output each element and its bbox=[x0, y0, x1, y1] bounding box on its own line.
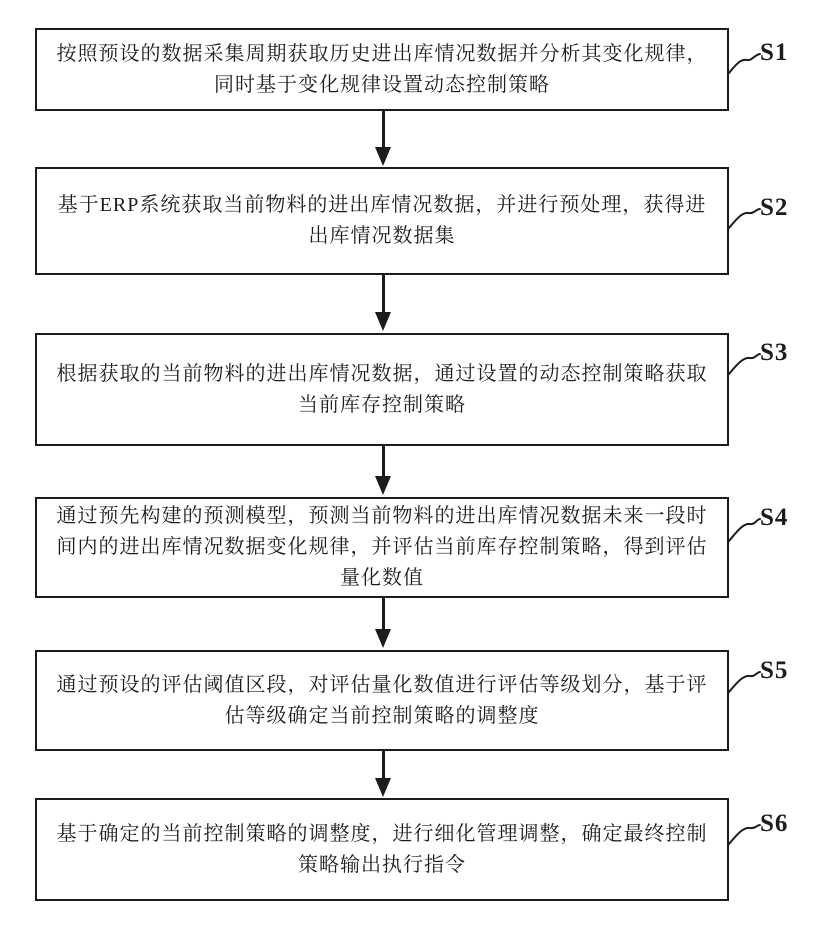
flow-step-text-s6: 基于确定的当前控制策略的调整度，进行细化管理调整，确定最终控制策略输出执行指令 bbox=[56, 822, 708, 876]
down-arrow-connector-2 bbox=[375, 275, 391, 331]
flow-step-box-s6 bbox=[35, 798, 729, 901]
arrow-stem bbox=[382, 275, 385, 312]
arrow-head-icon bbox=[375, 629, 391, 648]
down-arrow-connector-5 bbox=[375, 751, 391, 797]
arrow-head-icon bbox=[375, 476, 391, 495]
flow-step-text-s3: 根据获取的当前物料的进出库情况数据，通过设置的动态控制策略获取当前库存控制策略 bbox=[56, 362, 708, 416]
flow-step-text-s1: 按照预设的数据采集周期获取历史进出库情况数据并分析其变化规律，同时基于变化规律设置动态控制策略 bbox=[56, 42, 708, 96]
leader-line-s6 bbox=[729, 825, 760, 844]
leader-line-s1 bbox=[729, 54, 760, 73]
arrow-stem bbox=[382, 751, 385, 778]
arrow-head-icon bbox=[375, 778, 391, 797]
step-label-s3: S3 bbox=[760, 339, 789, 366]
flow-step-box-s5 bbox=[35, 650, 729, 751]
flow-step-box-s4 bbox=[35, 497, 729, 598]
down-arrow-connector-1 bbox=[375, 111, 391, 166]
leader-line-s2 bbox=[729, 209, 760, 228]
arrow-stem bbox=[382, 111, 385, 147]
flow-step-text-s4: 通过预先构建的预测模型，预测当前物料的进出库情况数据未来一段时间内的进出库情况数据变化规律，并评估当前库存控制策略，得到评估量化数值 bbox=[56, 505, 708, 589]
down-arrow-connector-4 bbox=[375, 598, 391, 648]
leader-line-s3 bbox=[729, 354, 760, 374]
flow-step-text-s2: 基于ERP系统获取当前物料的进出库情况数据，并进行预处理，获得进出库情况数据集 bbox=[57, 194, 707, 247]
arrow-head-icon bbox=[375, 312, 391, 331]
flow-step-box-s1 bbox=[35, 28, 729, 111]
leader-line-s5 bbox=[729, 672, 760, 692]
flow-step-box-s2 bbox=[35, 167, 729, 275]
step-label-s4: S4 bbox=[760, 504, 789, 531]
flow-step-box-s3 bbox=[35, 333, 729, 446]
step-label-s1: S1 bbox=[760, 39, 789, 66]
arrow-stem bbox=[382, 446, 385, 476]
arrow-head-icon bbox=[375, 147, 391, 166]
step-label-s6: S6 bbox=[760, 810, 789, 837]
step-label-s5: S5 bbox=[760, 657, 789, 684]
step-label-s2: S2 bbox=[760, 194, 789, 221]
leader-line-s4 bbox=[729, 519, 760, 541]
arrow-stem bbox=[382, 598, 385, 629]
flow-step-text-s5: 通过预设的评估阈值区段，对评估量化数值进行评估等级划分，基于评估等级确定当前控制策略的调整度 bbox=[56, 673, 708, 727]
down-arrow-connector-3 bbox=[375, 446, 391, 495]
